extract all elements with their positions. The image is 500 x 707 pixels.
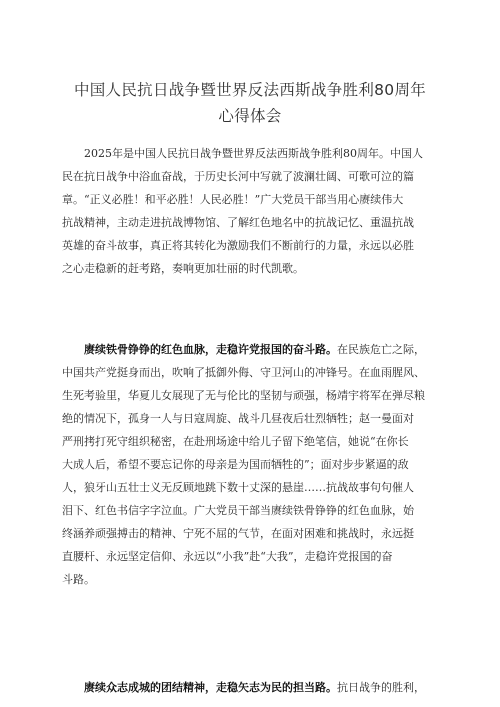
paragraph-line: 2025年是中国人民抗日战争暨世界反法西斯战争胜利80周年。中国人 [84,147,423,160]
paragraph-intro [62,142,440,280]
paragraph-line [62,338,440,361]
paragraph-line [62,676,440,699]
paragraph-line: 直腰杆、永远坚定信仰、永远以“小我”赴“大我”，走稳许党报国的奋 [62,550,393,563]
paragraph-line: 严刑拷打死守组织秘密，在赴刑场途中给儿子留下绝笔信，她说“在你长 [62,435,409,448]
paragraph-line: 之心走稳新的赶考路，奏响更加壮丽的时代凯歌。 [62,262,304,275]
paragraph-line: 民在抗日战争中浴血奋战，于历史长河中写就了波澜壮阔、可歌可泣的篇 [62,170,414,183]
paragraph-unity-spirit [62,676,440,699]
paragraph-line: 人，狼牙山五壮士义无反顾地跳下数十丈深的悬崖……抗战故事句句催人 [62,481,414,494]
paragraph-red-bloodline [62,338,440,591]
paragraph-line: 英雄的奋斗故事，真正将其转化为激励我们不断前行的力量，永远以必胜 [62,239,414,252]
paragraph-line: 绝的情况下，孤身一人与日寇周旋、战斗几昼夜后壮烈牺牲；赵一曼面对 [62,412,414,425]
document-title-line-1: 中国人民抗日战争暨世界反法西斯战争胜利80周年 [73,81,427,99]
paragraph-line: 终涵养顽强搏击的精神、宁死不屈的气节，在面对困难和挑战时，永远挺 [62,527,414,540]
paragraph-lead-heading: 赓续众志成城的团结精神，走稳矢志为民的担当路。 [84,681,337,694]
paragraph-lead-heading: 赓续铁骨铮铮的红色血脉，走稳许党报国的奋斗路。 [84,343,337,356]
paragraph-line: 大成人后，希望不要忘记你的母亲是为国而牺牲的”；面对步步紧逼的敌 [62,458,409,471]
paragraph-line: 斗路。 [62,573,95,586]
paragraph-line: 泪下、红色书信字字泣血。广大党员干部当赓续铁骨铮铮的红色血脉，始 [62,504,414,517]
paragraph-line: 中国共产党挺身而出，吹响了抵御外侮、守卫河山的冲锋号。在血雨腥风、 [62,366,425,379]
paragraph-line-rest: 抗日战争的胜利， [337,681,425,694]
paragraph-line: 章。“正义必胜！和平必胜！人民必胜！”广大党员干部当用心赓续伟大 [62,193,404,206]
paragraph-line-rest: 在民族危亡之际， [337,343,425,356]
paragraph-line: 抗战精神，主动走进抗战博物馆、了解红色地名中的抗战记忆、重温抗战 [62,216,414,229]
paragraph-line: 生死考验里，华夏儿女展现了无与伦比的坚韧与顽强，杨靖宇将军在弹尽粮 [62,389,425,402]
document-title-line-2: 心得体会 [218,107,282,125]
